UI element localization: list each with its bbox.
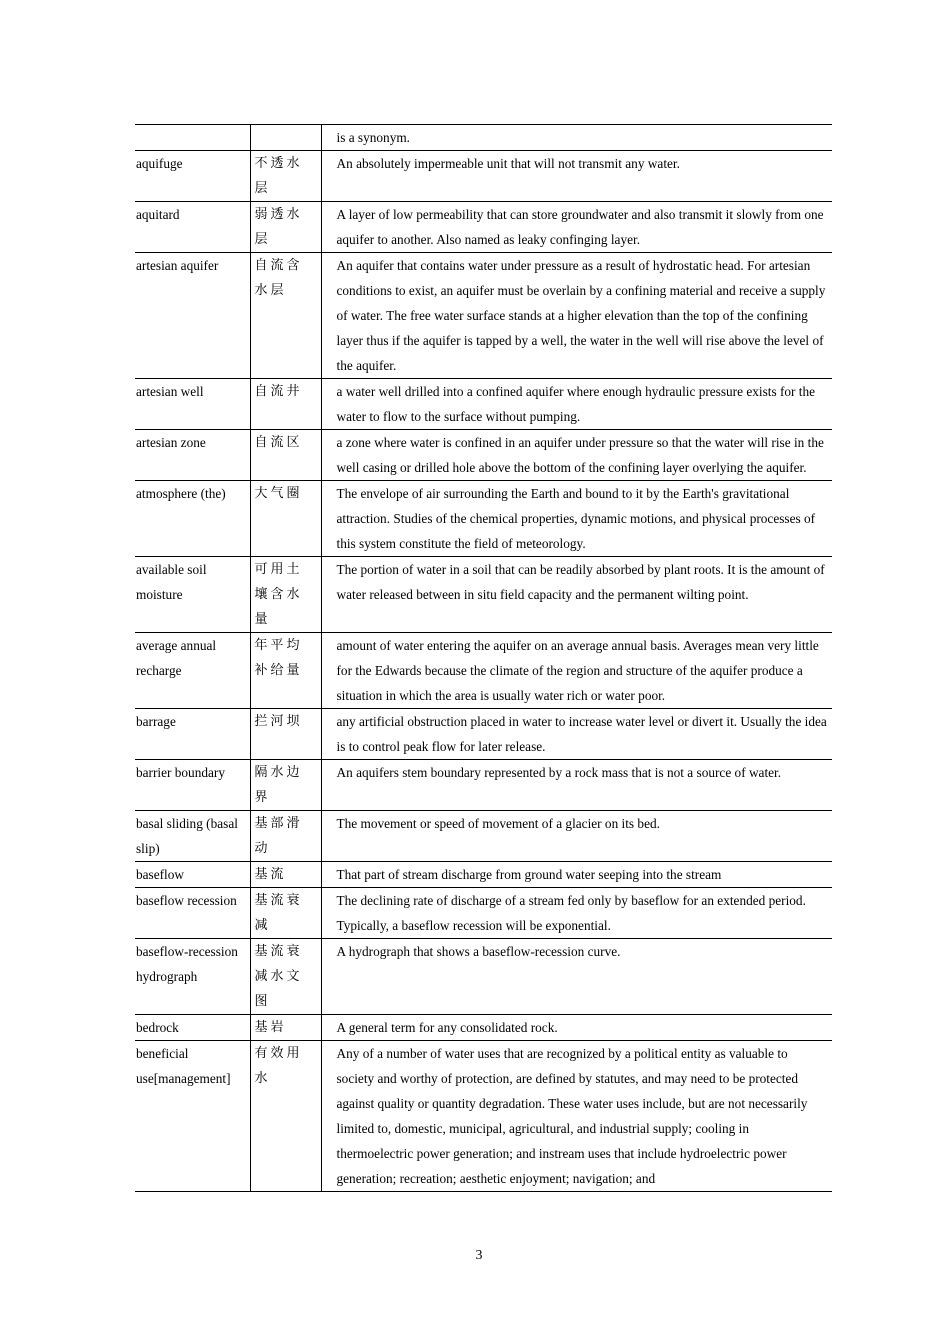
term-cell: baseflow-recession hydrograph (135, 939, 250, 1015)
glossary-row (135, 1041, 832, 1192)
chinese-term-cell (250, 125, 321, 151)
glossary-table (135, 124, 832, 1192)
definition-cell: Any of a number of water uses that are recognized by a political entity as valuable to society and worthy of protection, are defined by statutes, and may need to be protected against quality or quantity degradation. These water uses include, but are not necessarily limited to, domestic, municipal, agricultural, and industrial supply; cooling in thermoelectric power generation; and instream uses that include hydroelectric power generation; recreation; aesthetic enjoyment; navigation; and (321, 1041, 832, 1192)
term-cell: available soil moisture (135, 557, 250, 633)
chinese-term-cell: 基流衰减 (250, 888, 321, 939)
chinese-term-cell: 弱透水层 (250, 202, 321, 253)
glossary-row (135, 709, 832, 760)
term-cell: bedrock (135, 1015, 250, 1041)
glossary-row (135, 379, 832, 430)
glossary-body (135, 125, 832, 1192)
chinese-term-cell: 大气圈 (250, 481, 321, 557)
glossary-row (135, 862, 832, 888)
chinese-term-cell: 自流井 (250, 379, 321, 430)
definition-cell: An aquifer that contains water under pressure as a result of hydrostatic head. For artesian conditions to exist, an aquifer must be overlain by a confining material and receive a supply of water. The free water surface stands at a higher elevation than the top of the confining layer thus if the aquifer is tapped by a well, the water in the well will rise above the level of the aquifer. (321, 253, 832, 379)
definition-cell: A general term for any consolidated rock. (321, 1015, 832, 1041)
definition-cell: The declining rate of discharge of a stream fed only by baseflow for an extended period. Typically, a baseflow recession will be exponential. (321, 888, 832, 939)
glossary-row (135, 557, 832, 633)
chinese-term-cell: 隔水边界 (250, 760, 321, 811)
chinese-term-cell: 年平均补给量 (250, 633, 321, 709)
definition-cell: An aquifers stem boundary represented by a rock mass that is not a source of water. (321, 760, 832, 811)
chinese-term-cell: 基流衰减水文图 (250, 939, 321, 1015)
term-cell: baseflow (135, 862, 250, 888)
glossary-row (135, 811, 832, 862)
chinese-term-cell: 可用土壤含水量 (250, 557, 321, 633)
term-cell: aquifuge (135, 151, 250, 202)
glossary-row (135, 202, 832, 253)
term-cell: artesian well (135, 379, 250, 430)
definition-cell: That part of stream discharge from ground water seeping into the stream (321, 862, 832, 888)
definition-cell: a water well drilled into a confined aquifer where enough hydraulic pressure exists for the water to flow to the surface without pumping. (321, 379, 832, 430)
glossary-row (135, 125, 832, 151)
definition-cell: An absolutely impermeable unit that will not transmit any water. (321, 151, 832, 202)
definition-cell: A layer of low permeability that can store groundwater and also transmit it slowly from one aquifer to another. Also named as leaky confinging layer. (321, 202, 832, 253)
definition-cell: any artificial obstruction placed in water to increase water level or divert it. Usually the idea is to control peak flow for later release. (321, 709, 832, 760)
term-cell: barrier boundary (135, 760, 250, 811)
term-cell: beneficial use[management] (135, 1041, 250, 1192)
chinese-term-cell: 基部滑动 (250, 811, 321, 862)
definition-cell: A hydrograph that shows a baseflow-recession curve. (321, 939, 832, 1015)
chinese-term-cell: 自流含水层 (250, 253, 321, 379)
definition-cell: a zone where water is confined in an aquifer under pressure so that the water will rise in the well casing or drilled hole above the bottom of the confining layer overlying the aquifer. (321, 430, 832, 481)
chinese-term-cell: 拦河坝 (250, 709, 321, 760)
chinese-term-cell: 自流区 (250, 430, 321, 481)
term-cell: aquitard (135, 202, 250, 253)
definition-cell: The movement or speed of movement of a glacier on its bed. (321, 811, 832, 862)
definition-cell: The portion of water in a soil that can be readily absorbed by plant roots. It is the amount of water released between in situ field capacity and the permanent wilting point. (321, 557, 832, 633)
glossary-row (135, 253, 832, 379)
term-cell: baseflow recession (135, 888, 250, 939)
term-cell: barrage (135, 709, 250, 760)
glossary-row (135, 760, 832, 811)
glossary-row (135, 151, 832, 202)
chinese-term-cell: 不透水层 (250, 151, 321, 202)
chinese-term-cell: 基流 (250, 862, 321, 888)
term-cell: basal sliding (basal slip) (135, 811, 250, 862)
page-number: 3 (475, 1248, 483, 1263)
chinese-term-cell: 基岩 (250, 1015, 321, 1041)
glossary-row (135, 633, 832, 709)
term-cell: atmosphere (the) (135, 481, 250, 557)
glossary-row (135, 430, 832, 481)
chinese-term-cell: 有效用水 (250, 1041, 321, 1192)
term-cell (135, 125, 250, 151)
term-cell: average annual recharge (135, 633, 250, 709)
term-cell: artesian aquifer (135, 253, 250, 379)
glossary-row (135, 481, 832, 557)
glossary-row (135, 1015, 832, 1041)
term-cell: artesian zone (135, 430, 250, 481)
glossary-row (135, 888, 832, 939)
definition-cell: amount of water entering the aquifer on an average annual basis. Averages mean very little for the Edwards because the climate of the region and structure of the aquifer produce a situation in which the area is usually water rich or water poor. (321, 633, 832, 709)
definition-cell: is a synonym. (321, 125, 832, 151)
definition-cell: The envelope of air surrounding the Earth and bound to it by the Earth's gravitational attraction. Studies of the chemical properties, dynamic motions, and physical processes of this system constitute the field of meteorology. (321, 481, 832, 557)
glossary-row (135, 939, 832, 1015)
